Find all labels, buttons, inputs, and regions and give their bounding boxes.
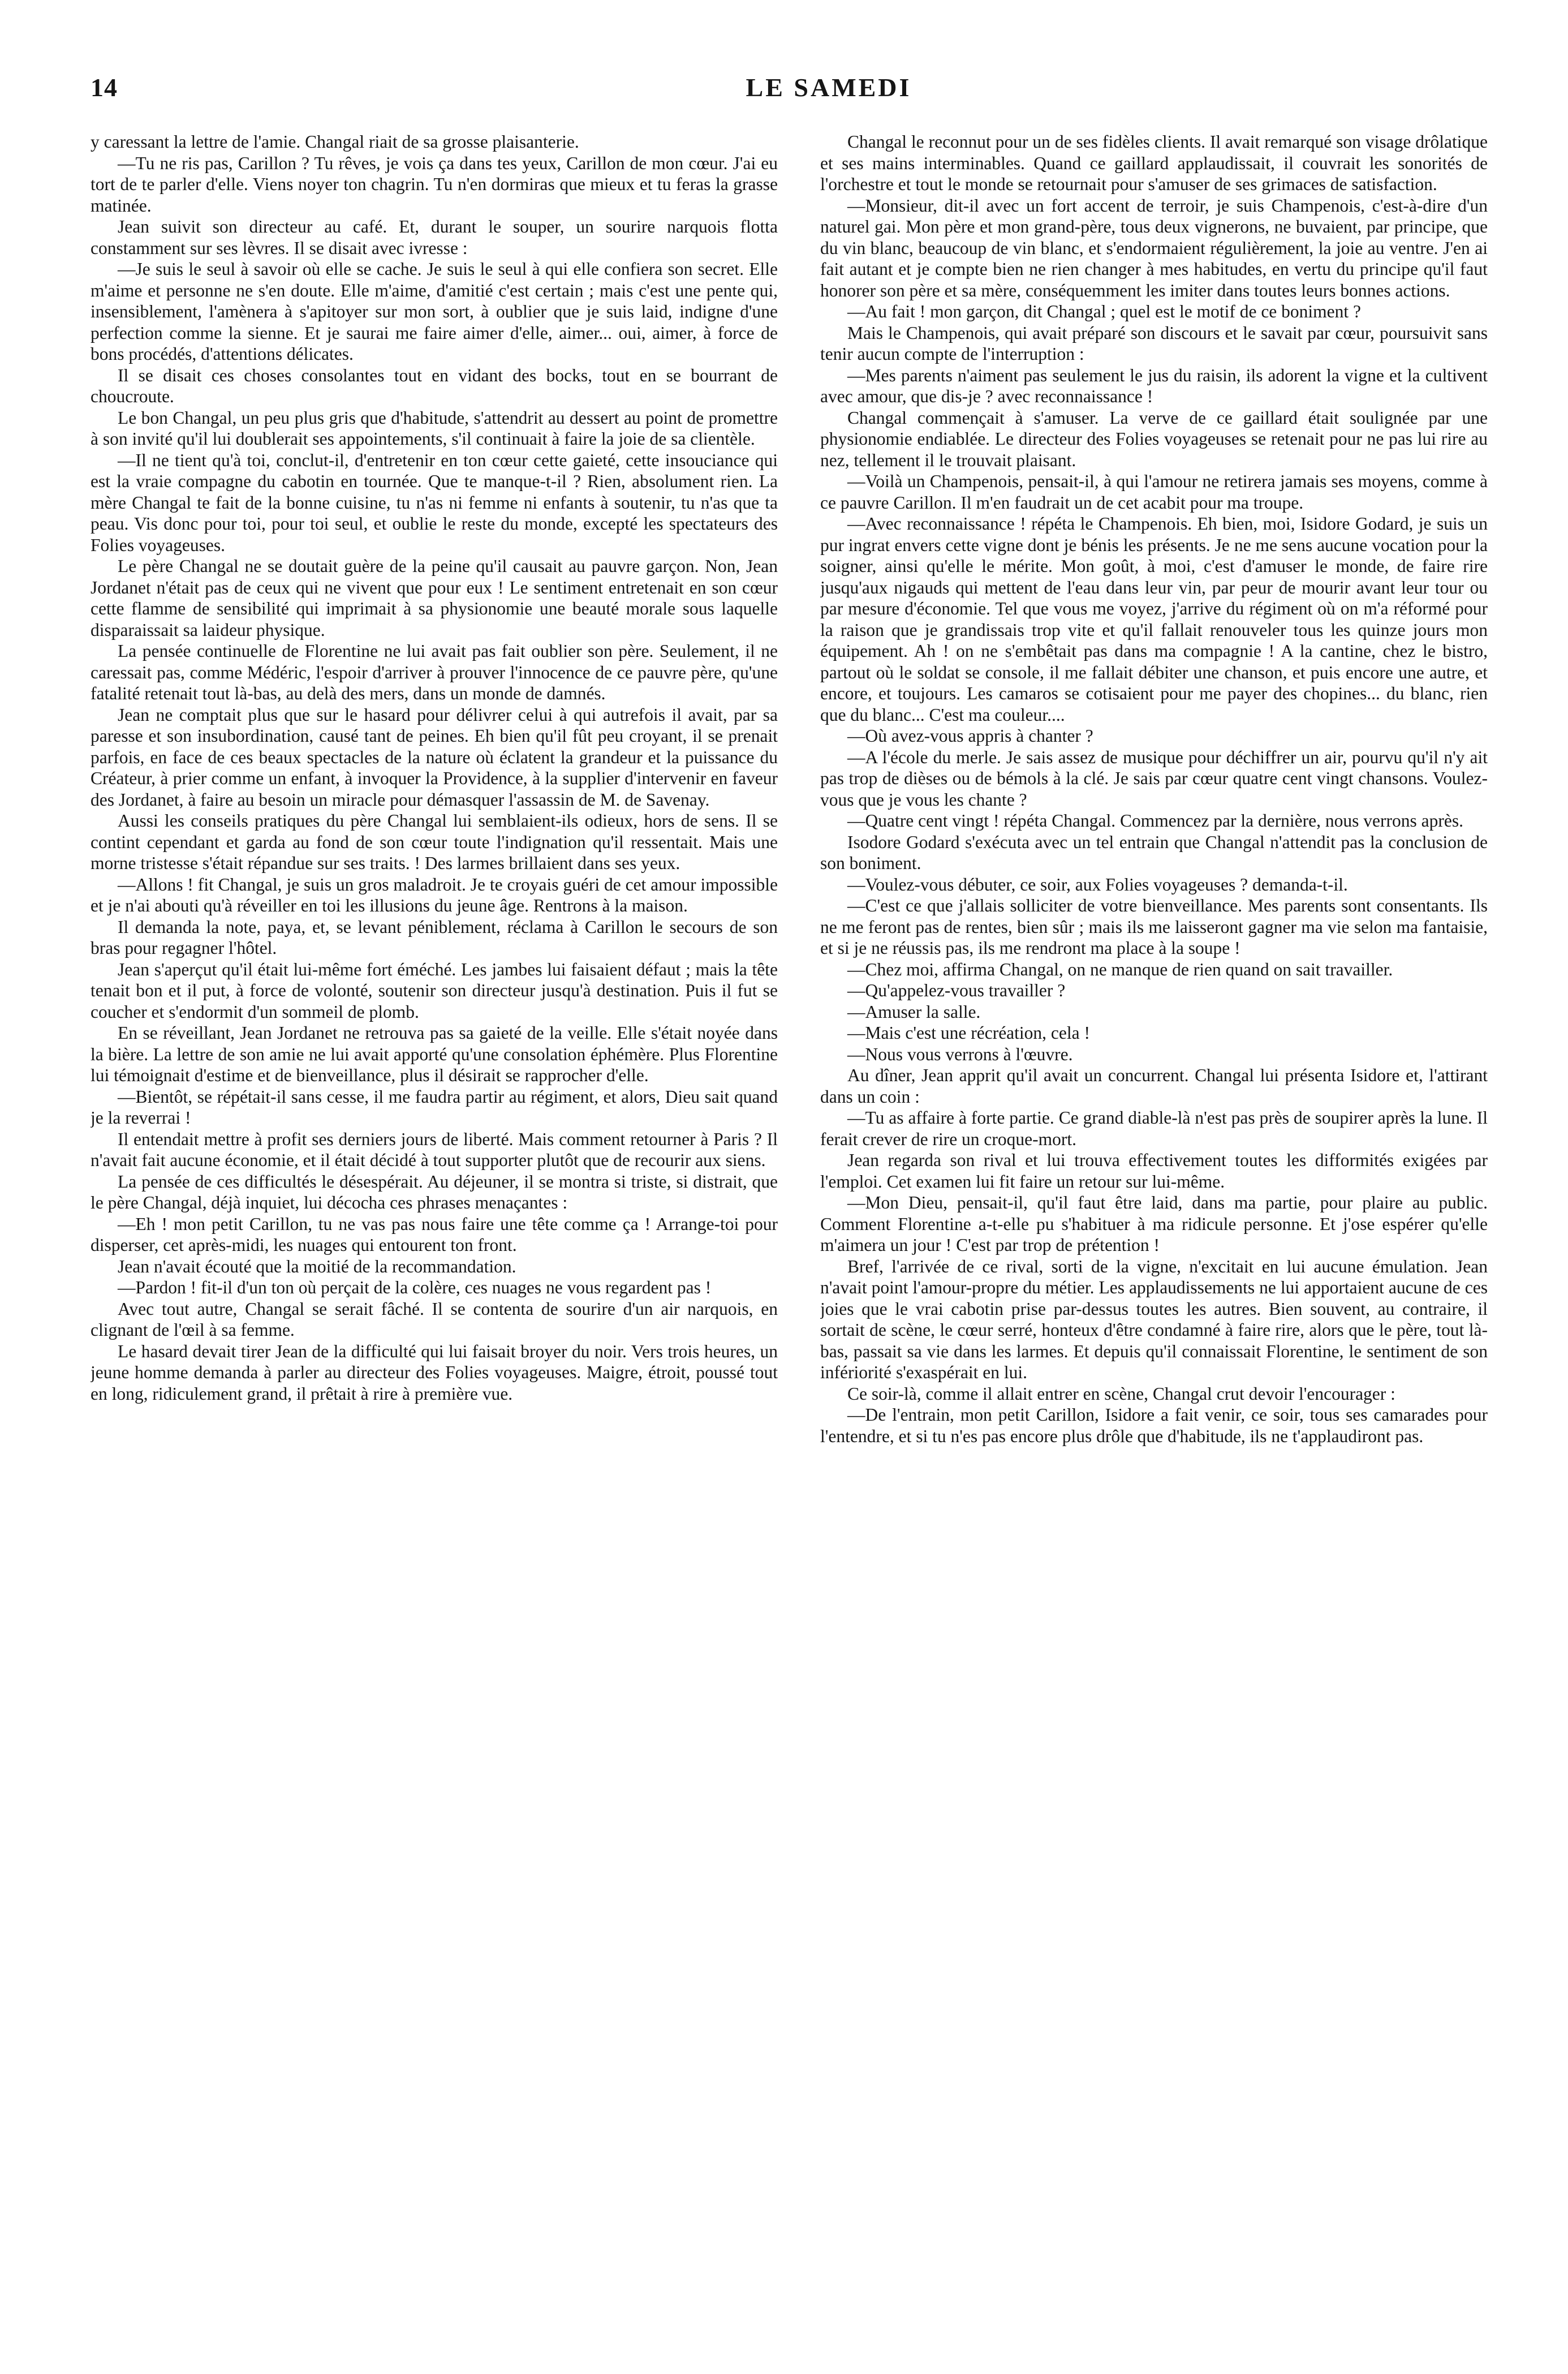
paragraph: Jean s'aperçut qu'il était lui-même fort éméché. Les jambes lui faisaient défaut ; mais la tête tenait bon et il put, à force de volonté, soutenir son directeur jusqu'à destination. Puis il fut se coucher et s'endormit d'un sommeil de plomb. (91, 959, 778, 1022)
paragraph: —Eh ! mon petit Carillon, tu ne vas pas nous faire une tête comme ça ! Arrange-toi pour disperser, cet après-midi, les nuages qui entourent ton front. (91, 1214, 778, 1255)
paragraph: —Bientôt, se répétait-il sans cesse, il me faudra partir au régiment, et alors, Dieu sait quand je la reverrai ! (91, 1086, 778, 1128)
paragraph: —Qu'appelez-vous travailler ? (847, 980, 1066, 1000)
text-column-right (820, 131, 1488, 2326)
paragraph: Changal le reconnut pour un de ses fidèles clients. Il avait remarqué son visage drôlatique et ses mains interminables. Quand ce gaillard applaudissait, il couvrait les sonorités de l'orchestre et tout le monde se retournait pour s'amuser de ses grimaces de satisfaction. (820, 132, 1488, 194)
paragraph: Mais le Champenois, qui avait préparé son discours et le savait par cœur, poursuivit sans tenir aucun compte de l'interruption : (820, 322, 1488, 364)
paragraph: Avec tout autre, Changal se serait fâché. Il se contenta de sourire d'un air narquois, en clignant de l'œil à sa femme. (91, 1298, 778, 1340)
paragraph: —Avec reconnaissance ! répéta le Champenois. Eh bien, moi, Isidore Godard, je suis un pur ingrat envers cette vigne dont je bénis les présents. Je ne me sens aucune vocation pour la soigner, ainsi qu'elle le mérite. Mon goût, à moi, c'est d'amuser le monde, de faire rire jusqu'aux nigauds qui mettent de l'eau dans leur vin, par peur de mourir avant leur tour ou par mesure d'économie. Tel que vous me voyez, j'arrive du régiment où on m'a réformé pour la raison que je grandissais trop vite et qu'il fallait renouveler tous les quinze jours mon équipement. Ah ! on ne s'embêtait pas dans ma compagnie ! A la cantine, chez le bistro, partout où le soldat se console, il me fallait débiter une chanson, et puis encore une autre, et encore, et toujours. Les camaros se cotisaient pour me payer des chopines... du blanc, rien que du blanc... C'est ma couleur.... (820, 514, 1488, 725)
paragraph: Le père Changal ne se doutait guère de la peine qu'il causait au pauvre garçon. Non, Jean Jordanet n'était pas de ceux qui ne vivent que pour eux ! Le sentiment entretenait en son cœur cette flamme de sensibilité qui imprimait à sa physionomie une beauté morale sous laquelle disparaissait sa laideur physique. (91, 556, 778, 640)
paragraph: —Tu ne ris pas, Carillon ? Tu rêves, je vois ça dans tes yeux, Carillon de mon cœur. J'ai eu tort de te parler d'elle. Viens noyer ton chagrin. Tu n'en dormiras que mieux et tu feras la grasse matinée. (91, 153, 778, 216)
paragraph: —Mes parents n'aiment pas seulement le jus du raisin, ils adorent la vigne et la cultivent avec amour, que dis-je ? avec reconnaissance ! (820, 365, 1488, 406)
paragraph: —Il ne tient qu'à toi, conclut-il, d'entretenir en ton cœur cette gaieté, cette insouciance qui est la vraie compagne du cabotin en tournée. Que te manque-t-il ? Rien, absolument rien. La mère Changal te fait de la bonne cuisine, tu n'as ni femme ni enfants à soutenir, tu n'as que ta peau. Vis donc pour toi, pour toi seul, et oublie le reste du monde, excepté les spectateurs des Folies voyageuses. (91, 450, 778, 555)
paragraph: Isodore Godard s'exécuta avec un tel entrain que Changal n'attendit pas la conclusion de son boniment. (820, 832, 1488, 873)
paragraph: Ce soir-là, comme il allait entrer en scène, Changal crut devoir l'encourager : (847, 1383, 1395, 1404)
paragraph: —Quatre cent vingt ! répéta Changal. Commencez par la dernière, nous verrons après. (847, 811, 1463, 831)
paragraph: Jean suivit son directeur au café. Et, durant le souper, un sourire narquois flotta constamment sur ses lèvres. Il se disait avec ivresse : (91, 217, 778, 258)
paragraph: —Amuser la salle. (847, 1001, 981, 1022)
paragraph: —Tu as affaire à forte partie. Ce grand diable-là n'est pas près de soupirer après la lune. Il ferait crever de rire un croque-mort. (820, 1108, 1488, 1149)
paragraph: —Je suis le seul à savoir où elle se cache. Je suis le seul à qui elle confiera son secret. Elle m'aime et personne ne s'en doute. Elle m'aime, d'amitié c'est certain ; mais c'est une pente qui, insensiblement, l'amènera à s'apitoyer sur mon sort, à oublier que je suis laid, indigne d'une perfection comme la sienne. Et je saurai me faire aimer d'elle, aimer... oui, aimer, à force de bons procédés, d'attentions délicates. (91, 259, 778, 364)
paragraph: —Voilà un Champenois, pensait-il, à qui l'amour ne retirera jamais ses moyens, comme à ce pauvre Carillon. Il m'en faudrait un de cet acabit pour ma troupe. (820, 471, 1488, 513)
paragraph: —Au fait ! mon garçon, dit Changal ; quel est le motif de ce boniment ? (847, 302, 1362, 321)
paragraph: —Où avez-vous appris à chanter ? (847, 726, 1093, 746)
paragraph: —Allons ! fit Changal, je suis un gros maladroit. Je te croyais guéri de cet amour impossible et je n'ai abouti qu'à réveiller en toi les illusions du jeune âge. Rentrons à la maison. (91, 874, 778, 915)
paragraph: Il demanda la note, paya, et, se levant péniblement, réclama à Carillon le secours de son bras pour regagner l'hôtel. (91, 917, 778, 958)
paragraph: Le bon Changal, un peu plus gris que d'habitude, s'attendrit au dessert au point de promettre à son invité qu'il lui doublerait ses appointements, s'il continuait à faire la joie de sa clientèle. (91, 407, 778, 449)
paragraph: Il se disait ces choses consolantes tout en vidant des bocks, tout en se bourrant de choucroute. (91, 365, 778, 406)
paragraph: Aussi les conseils pratiques du père Changal lui semblaient-ils odieux, hors de sens. Il se contint cependant et garda au fond de son cœur toute l'indignation qu'il ressentait. Mais une morne tristesse s'était répandue sur ses traits. ! Des larmes brillaient dans ses yeux. (91, 811, 778, 873)
paragraph: La pensée de ces difficultés le désespérait. Au déjeuner, il se montra si triste, si distrait, que le père Changal, déjà inquiet, lui décocha ces phrases menaçantes : (91, 1171, 778, 1212)
paragraph: —Chez moi, affirma Changal, on ne manque de rien quand on sait travailler. (847, 959, 1393, 979)
paragraph: —De l'entrain, mon petit Carillon, Isidore a fait venir, ce soir, tous ses camarades pour l'entendre, et si tu n'es pas encore plus drôle que d'habitude, ils ne t'applaudiront pas. (820, 1405, 1488, 1446)
paragraph: Bref, l'arrivée de ce rival, sorti de la vigne, n'excitait en lui aucune émulation. Jean n'avait point l'amour-propre du métier. Les applaudissements ne lui apportaient aucune de ces joies que le vrai cabotin prise par-dessus toutes les autres. Bien souvent, au contraire, il sortait de scène, le cœur serré, honteux d'être condamné à faire rire, alors que le père, tout là-bas, passait sa vie dans les larmes. Et depuis qu'il connaissait Florentine, le sentiment de son infériorité s'exaspérait en lui. (820, 1256, 1488, 1382)
paragraph: Le hasard devait tirer Jean de la difficulté qui lui faisait broyer du noir. Vers trois heures, un jeune homme demanda à parler au directeur des Folies voyageuses. Maigre, étroit, poussé tout en long, ridiculement grand, il prêtait à rire à première vue. (91, 1341, 778, 1404)
paragraph: —Mais c'est une récréation, cela ! (847, 1023, 1090, 1043)
paragraph: Changal commençait à s'amuser. La verve de ce gaillard était soulignée par une physionomie endiablée. Le directeur des Folies voyageuses se retenait pour ne pas lui rire au nez, tellement il le trouvait plaisant. (820, 407, 1488, 470)
paragraph: Au dîner, Jean apprit qu'il avait un concurrent. Changal lui présenta Isidore et, l'attirant dans un coin : (820, 1065, 1488, 1107)
paragraph: —C'est ce que j'allais solliciter de votre bienveillance. Mes parents sont consentants. Ils ne me feront pas de rentes, bien sûr ; mais ils me laisseront gagner ma vie selon ma fantaisie, et si je ne réussis pas, ils me rendront ma place à la soupe ! (820, 896, 1488, 958)
paragraph: —A l'école du merle. Je sais assez de musique pour déchiffrer un air, pourvu qu'il n'y ait pas trop de dièses ou de bémols à la clé. Je sais par cœur quatre cent vingt chansons. Voulez-vous que je vous les chante ? (820, 747, 1488, 810)
paragraph: Jean ne comptait plus que sur le hasard pour délivrer celui à qui autrefois il avait, par sa paresse et son insubordination, causé tant de peines. Eh bien qu'il fût peu croyant, il se prenait parfois, en face de ces beaux spectacles de la nature où éclatent la grandeur et la puissance du Créateur, à prier comme un enfant, à invoquer la Providence, à la supplier d'intervenir en faveur des Jordanet, à faire au besoin un miracle pour démasquer l'assassin de M. de Savenay. (91, 704, 778, 810)
paragraph: Jean regarda son rival et lui trouva effectivement toutes les difformités exigées par l'emploi. Cet examen lui fit faire un retour sur lui-même. (820, 1150, 1488, 1192)
paragraph: —Pardon ! fit-il d'un ton où perçait de la colère, ces nuages ne vous regardent pas ! (118, 1278, 712, 1297)
running-head (91, 72, 1482, 118)
text-column-left (91, 131, 778, 2326)
paragraph: Il entendait mettre à profit ses derniers jours de liberté. Mais comment retourner à Paris ? Il n'avait fait aucune économie, et il était décidé à tout supporter plutôt que de recourir aux siens. (91, 1129, 778, 1170)
page-number: 14 (91, 73, 118, 102)
paragraph: La pensée continuelle de Florentine ne lui avait pas fait oublier son père. Seulement, il ne caressait pas, comme Médéric, l'espoir d'arriver à prouver l'innocence de ce pauvre père, qu'une fatalité retenait tout là-bas, au delà des mers, dans un monde de damnés. (91, 641, 778, 703)
paragraph: —Mon Dieu, pensait-il, qu'il faut être laid, dans ma partie, pour plaire au public. Comment Florentine a-t-elle pu s'habituer à ma ridicule personne. Et j'ose espérer qu'elle m'aimera un jour ! C'est par trop de prétention ! (820, 1193, 1488, 1255)
paragraph: Jean n'avait écouté que la moitié de la recommandation. (118, 1256, 516, 1276)
paragraph: —Nous vous verrons à l'œuvre. (847, 1044, 1073, 1064)
journal-title: LE SAMEDI (746, 73, 912, 102)
paragraph: —Monsieur, dit-il avec un fort accent de terroir, je suis Champenois, c'est-à-dire d'un naturel gai. Mon père et mon grand-père, tous deux vignerons, ne buvaient, par principe, que du vin blanc, beaucoup de vin blanc, et s'endormaient régulièrement, la joie au ventre. J'en ai fait autant et je compte bien ne rien changer à mes habitudes, en vertu du principe qu'il faut honorer son père et sa mère, conséquemment les imiter dans toutes leurs bonnes actions. (820, 195, 1488, 300)
paragraph: En se réveillant, Jean Jordanet ne retrouva pas sa gaieté de la veille. Elle s'était noyée dans la bière. La lettre de son amie ne lui avait apporté qu'une consolation éphémère. Plus Florentine lui témoignait d'estime et de bienveillance, plus il désirait se rapprocher d'elle. (91, 1023, 778, 1085)
paragraph: —Voulez-vous débuter, ce soir, aux Folies voyageuses ? demanda-t-il. (847, 874, 1348, 894)
paragraph: y caressant la lettre de l'amie. Changal riait de sa grosse plaisanterie. (91, 132, 579, 152)
